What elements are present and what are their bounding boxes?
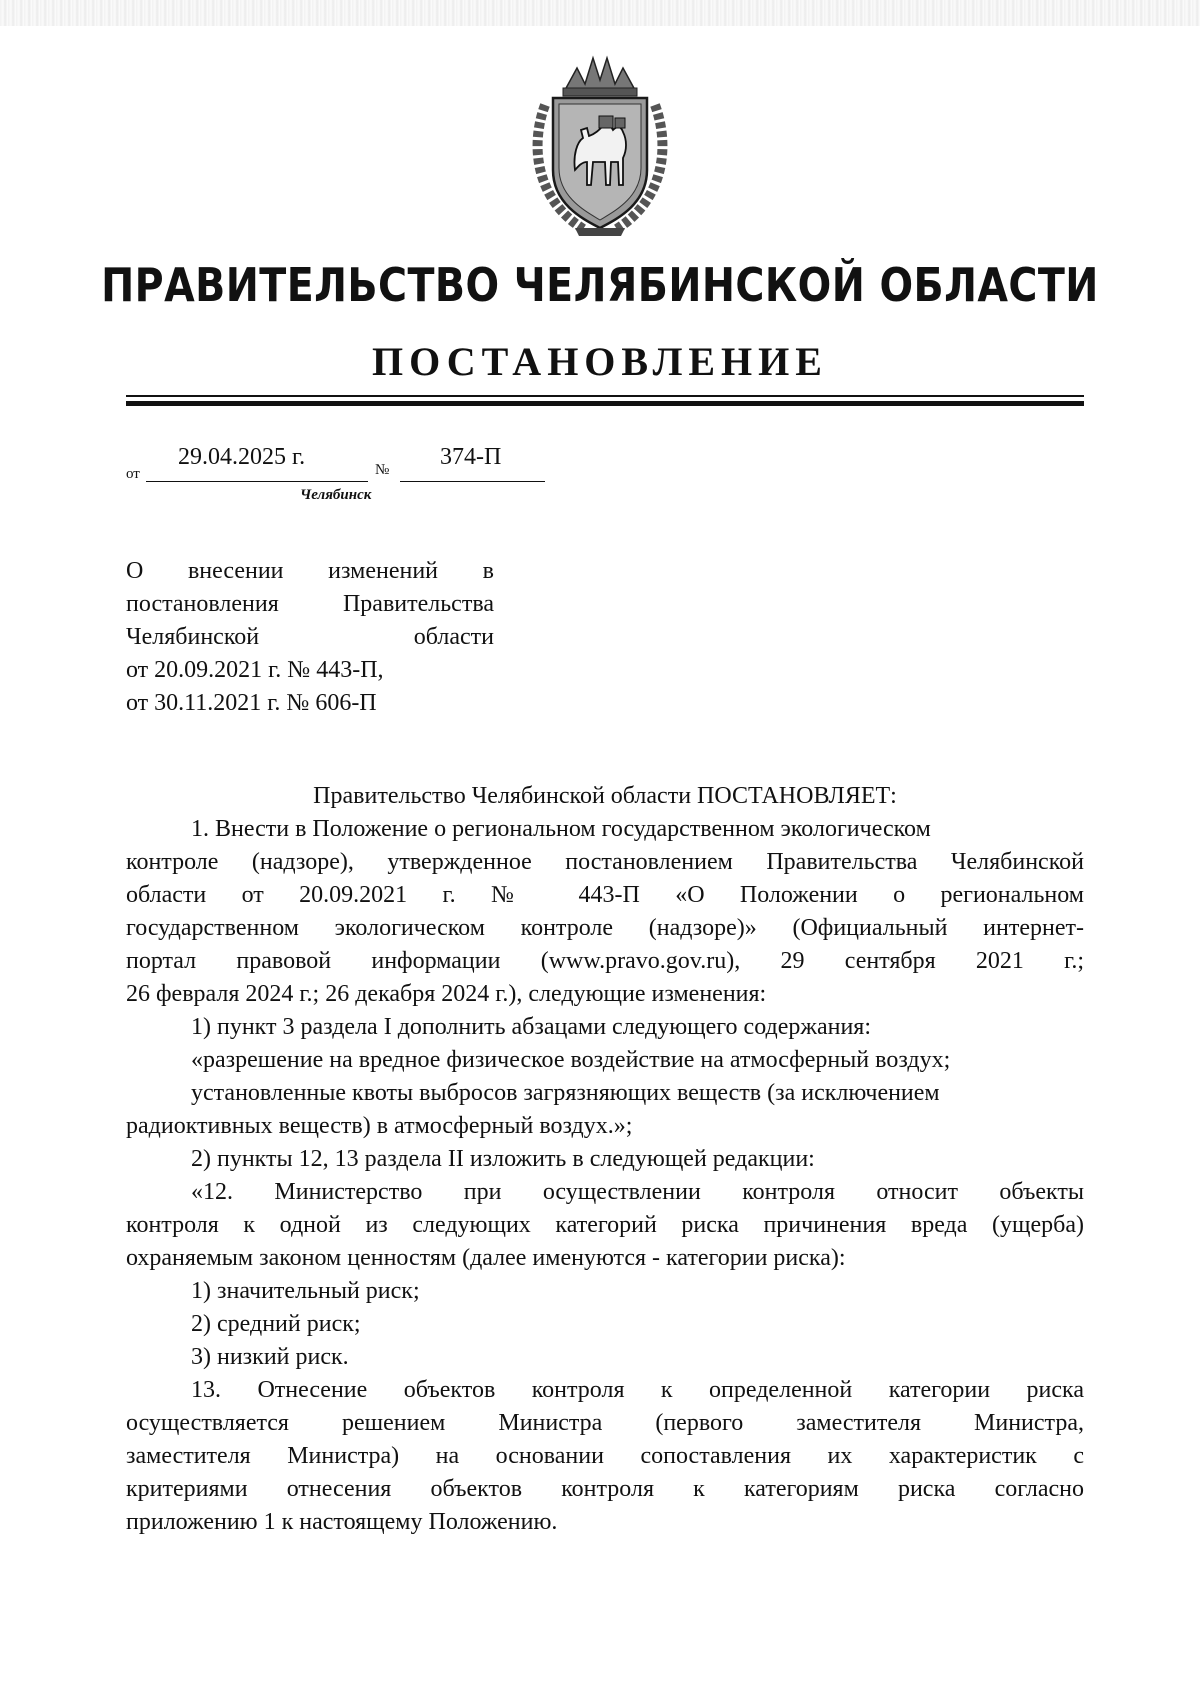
body-line: «разрешение на вредное физическое воздействие на атмосферный воздух; <box>191 1047 951 1073</box>
city-name: Челябинск <box>300 487 372 503</box>
coat-of-arms-emblem <box>525 50 675 240</box>
body-line: государственном экологическом контроле (надзоре)» (Официальный интернет- <box>126 915 1084 941</box>
body-line: радиоктивных веществ) в атмосферный воздух.»; <box>126 1113 633 1139</box>
body-line: заместителя Министра) на основании сопоставления их характеристик с <box>126 1443 1084 1469</box>
header-rule-thick <box>126 401 1084 406</box>
number-label: № <box>375 462 390 478</box>
scan-edge-artifact <box>0 0 1200 26</box>
body-line: приложению 1 к настоящему Положению. <box>126 1509 558 1535</box>
body-line: установленные квоты выбросов загрязняющих веществ (за исключением <box>191 1080 940 1106</box>
subject-line: О внесении изменений в <box>126 558 494 584</box>
subject-line: от 30.11.2021 г. № 606-П <box>126 690 377 716</box>
body-line: 1) пункт 3 раздела I дополнить абзацами следующего содержания: <box>191 1014 871 1040</box>
body-line: 13. Отнесение объектов контроля к определенной категории риска <box>191 1377 1084 1403</box>
header-rule-thin <box>126 395 1084 397</box>
body-line: контроле (надзоре), утвержденное постановлением Правительства Челябинской <box>126 849 1084 875</box>
body-line: охраняемым законом ценностям (далее именуются - категории риска): <box>126 1245 846 1271</box>
document-number: 374-П <box>440 444 502 470</box>
document-type: ПОСТАНОВЛЕНИЕ <box>372 339 828 384</box>
body-line: 2) средний риск; <box>191 1311 361 1337</box>
body-line: 1) значительный риск; <box>191 1278 420 1304</box>
subject-line: постановления Правительства <box>126 591 494 617</box>
body-line: критериями отнесения объектов контроля к категориям риска согласно <box>126 1476 1084 1502</box>
document-subject <box>126 555 494 720</box>
resolution-body <box>126 780 1084 1539</box>
subject-line: Челябинской области <box>126 624 494 650</box>
body-line: 2) пункты 12, 13 раздела II изложить в следующей редакции: <box>191 1146 815 1172</box>
body-line: области от 20.09.2021 г. № 443-П «О Положении о региональном <box>126 882 1084 908</box>
document-date: 29.04.2025 г. <box>178 444 306 470</box>
subject-line: от 20.09.2021 г. № 443-П, <box>126 657 384 683</box>
number-underline <box>400 481 545 482</box>
date-label: от <box>126 466 140 482</box>
government-title: ПРАВИТЕЛЬСТВО ЧЕЛЯБИНСКОЙ ОБЛАСТИ <box>101 258 1099 312</box>
resolution-preamble: Правительство Челябинской области ПОСТАНОВЛЯЕТ: <box>313 783 897 809</box>
body-line: портал правовой информации (www.pravo.gov.ru), 29 сентября 2021 г.; <box>126 948 1084 974</box>
body-line: «12. Министерство при осуществлении контроля относит объекты <box>191 1179 1084 1205</box>
body-line: 1. Внести в Положение о региональном государственном экологическом <box>191 816 931 842</box>
body-line: 3) низкий риск. <box>191 1344 349 1370</box>
body-line: контроля к одной из следующих категорий риска причинения вреда (ущерба) <box>126 1212 1084 1238</box>
date-underline <box>146 481 368 482</box>
body-line: осуществляется решением Министра (первого заместителя Министра, <box>126 1410 1084 1436</box>
body-line: 26 февраля 2024 г.; 26 декабря 2024 г.), следующие изменения: <box>126 981 767 1007</box>
